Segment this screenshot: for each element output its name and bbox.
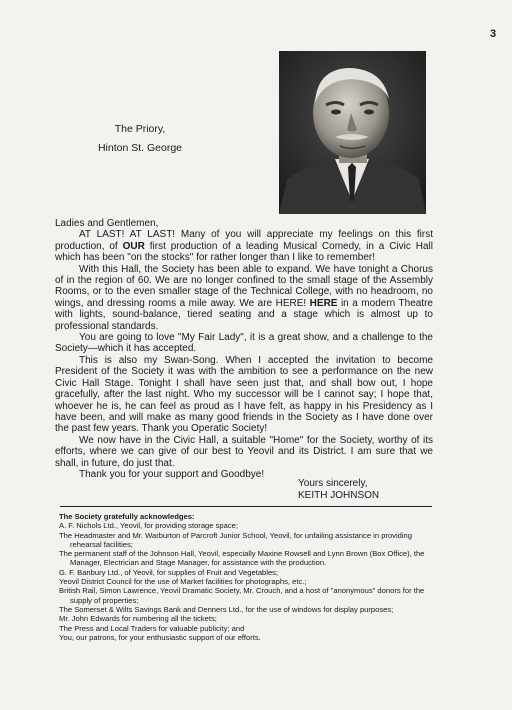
ack-item: The Somerset & Wilts Savings Bank and Denners Ltd., for the use of windows for display purposes;: [59, 604, 394, 614]
address-line-2: Hinton St. George: [97, 142, 183, 154]
ack-item: G. F. Banbury Ltd., of Yeovil, for supplies of Fruit and Vegetables;: [59, 567, 279, 577]
emphasis-text: OUR: [122, 240, 145, 252]
letter-thanks: Thank you for your support and Goodbye!: [79, 468, 265, 480]
ack-item: British Rail, Simon Lawrence, Yeovil Dramatic Society, Mr. Crouch, and a host of "anonymous" donors for the supply of properties;: [59, 586, 425, 605]
page-number: 3: [490, 28, 497, 40]
divider: [60, 506, 432, 507]
letter-paragraph-1: [55, 229, 433, 263]
ack-item: Mr. John Edwards for numbering all the tickets;: [59, 614, 217, 624]
letter-salutation: Ladies and Gentlemen,: [55, 218, 159, 229]
ack-item: A. F. Nichols Ltd., Yeovil, for providing storage space;: [59, 521, 238, 531]
letter-paragraph-4: This is also my Swan-Song. When I accepted the invitation to become President of the Society it was with the ambition to see a performance on the new Civic Hall Stage. Tonight I shall have seen just that, and shall bow out, I hope gracefully, after the last night. Who my successor will be I cannot say; I hope that, whoever he is, he can feel as proud as I have felt, as happy in his Presidency as I have been, and will make as many good friends in the Society as I have done over the past few years. Thank you Operatic Society!: [55, 354, 433, 435]
letter-paragraph-5: We now have in the Civic Hall, a suitable "Home" for the Society, worthy of its efforts, where we can give of our best to Yeovil and its District. I am sure that we shall, in future, do just that.: [55, 434, 433, 469]
letter-body: [55, 218, 433, 480]
portrait-photo-image: [279, 51, 426, 214]
ack-item: You, our patrons, for your enthusiastic support of our efforts.: [59, 632, 261, 642]
letter-signature: KEITH JOHNSON: [298, 490, 380, 501]
portrait-photo: [279, 51, 426, 214]
ack-item: The Headmaster and Mr. Warburton of Parcroft Junior School, Yeovil, for unfailing assistance in providing rehearsal facilities;: [59, 530, 413, 549]
letter-closing: Yours sincerely,: [298, 478, 368, 489]
ack-item: The Press and Local Traders for valuable publicity; and: [59, 623, 245, 633]
text-run: in a modern Theatre with lights, sound-balance, tiered seating and a stage which is almost up to professional standards.: [55, 297, 433, 332]
text-run: AT LAST! AT LAST! Many of you will appreciate my feelings on this first production, of: [55, 229, 433, 252]
letter-paragraph-2: [55, 264, 433, 332]
address-line-1: The Priory,: [114, 123, 166, 135]
acknowledgements-heading: The Society gratefully acknowledges:: [59, 512, 195, 521]
ack-item: Yeovil District Council for the use of Market facilities for photographs, etc.;: [59, 577, 307, 587]
text-run: With this Hall, the Society has been able to expand. We have tonight a Chorus of in the region of 60. We are no longer confined to the small stage of the Assembly Rooms, or to the even smaller stage of the Technical College, with no headroom, no wings, and dressing rooms a mile away. We are HERE!: [55, 263, 433, 309]
emphasis-text: HERE: [309, 297, 338, 309]
ack-item: The permanent staff of the Johnson Hall, Yeovil, especially Maxine Rowsell and Lynn Brown (Box Office), the Manager, Electrician and Stage Manager, for assistance with the production.: [59, 549, 425, 568]
text-run: first production of a leading Musical Comedy, in a Civic Hall which has been "on the stocks" for rather longer than I like to remember!: [55, 240, 434, 264]
letter-paragraph-3: You are going to love "My Fair Lady", it is a great show, and a challenge to the Society—which it has accepted.: [55, 332, 433, 355]
acknowledgements: [59, 512, 431, 642]
